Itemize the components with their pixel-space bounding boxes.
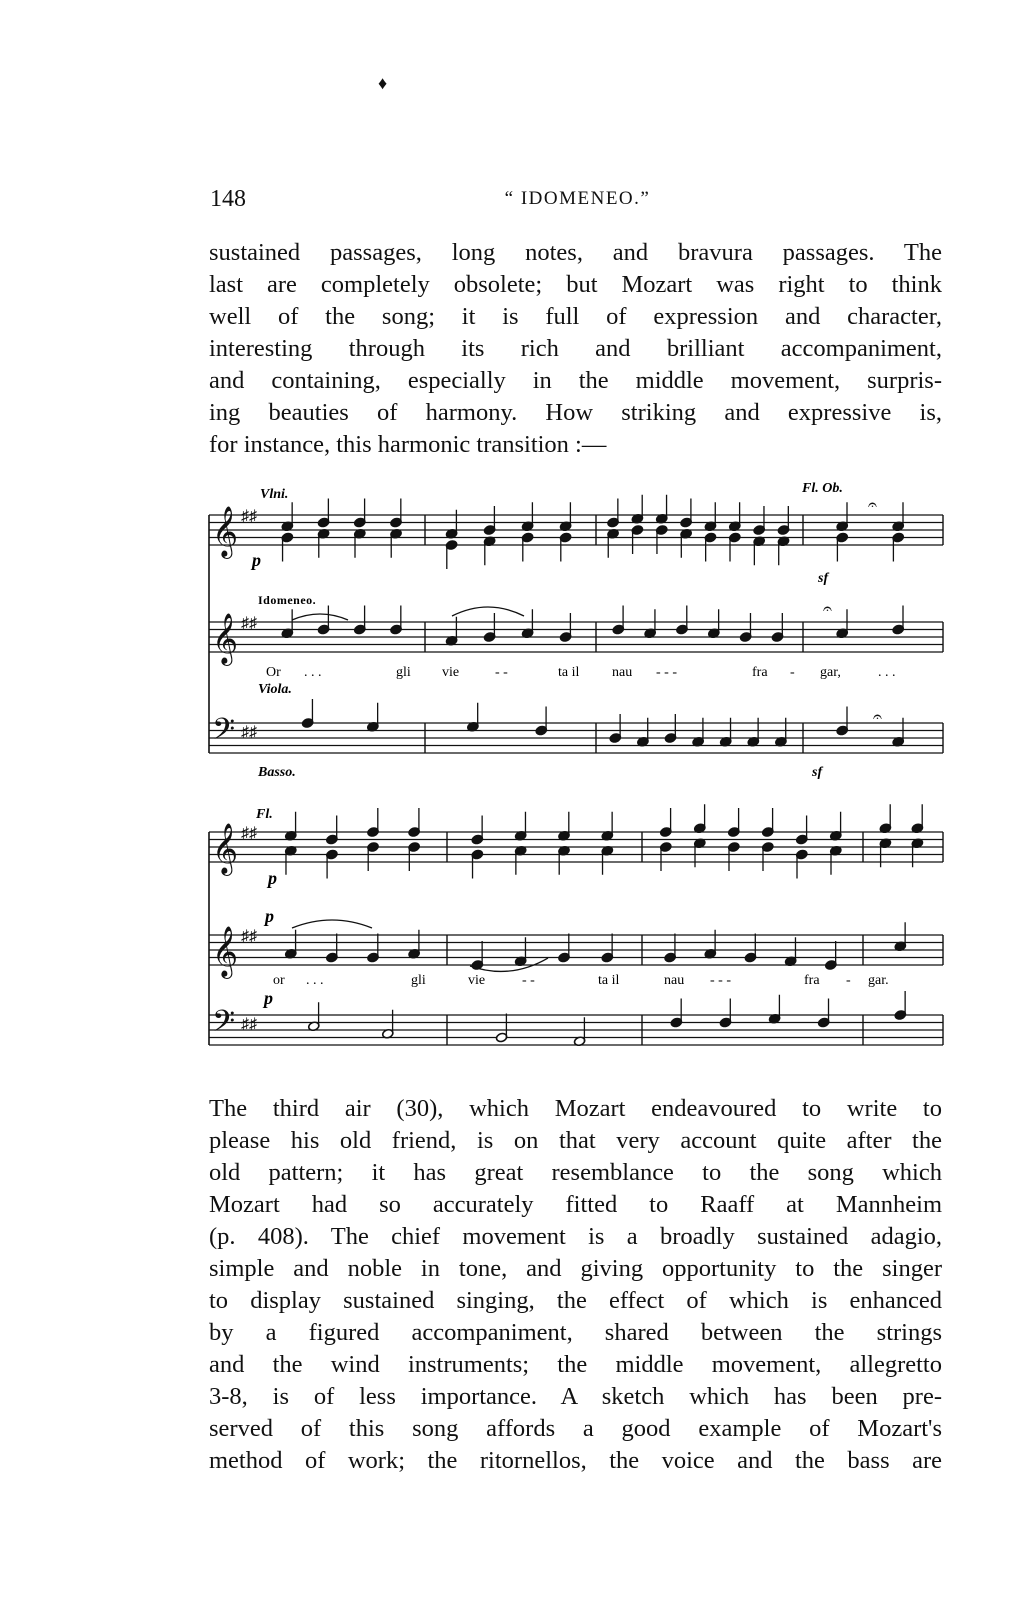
lyric: gar,: [820, 665, 841, 680]
text-line: interesting through its rich and brilliant accompaniment,: [209, 335, 942, 362]
lyric: Or: [266, 665, 281, 680]
lyric: nau: [612, 665, 633, 680]
key-signature-icon: ♯♯: [241, 1016, 257, 1033]
lyric: fra: [752, 665, 768, 680]
treble-clef-icon: 𝄞: [212, 507, 239, 556]
lyric: or: [273, 973, 285, 988]
key-signature-icon: ♯♯: [241, 615, 257, 632]
label-voice: Idomeneo.: [258, 593, 317, 607]
treble-clef-icon: 𝄞: [212, 824, 239, 873]
score-labels: [250, 481, 896, 1008]
lyric: ta il: [598, 973, 620, 988]
lyric: vie: [442, 665, 460, 680]
lyric: -: [846, 973, 851, 988]
fermata-icon: 𝄐: [873, 709, 882, 726]
text-line: 3-8, is of less importance. A sketch which has been pre-: [209, 1383, 942, 1410]
dynamic-p: p: [264, 988, 273, 1008]
fermata-icon: 𝄐: [823, 601, 832, 618]
label-bass: Basso.: [258, 765, 296, 780]
text-line: method of work; the ritornellos, the voice and the bass are: [209, 1447, 942, 1474]
page-header: [210, 186, 945, 216]
running-title: “ IDOMENEO.”: [504, 188, 651, 209]
text-line: Mozart had so accurately fitted to Raaff at Mannheim: [209, 1191, 942, 1218]
slur: [292, 920, 372, 928]
text-line: by a figured accompaniment, shared between the strings: [209, 1319, 942, 1346]
text-line: (p. 408). The chief movement is a broadly sustained adagio,: [209, 1223, 942, 1250]
dynamic-p: p: [252, 550, 261, 570]
dynamic-sf: sf: [812, 765, 823, 780]
paragraph-2: [209, 1093, 942, 1477]
treble-clef-icon: 𝄞: [212, 927, 239, 976]
dynamic-sf: sf: [818, 571, 829, 586]
key-signature-icon: ♯♯: [241, 724, 257, 741]
lyric: vie: [468, 973, 486, 988]
text-line: old pattern; it has great resemblance to the song which: [209, 1159, 942, 1186]
lyric: - - -: [656, 665, 677, 680]
lyric: - -: [522, 973, 535, 988]
text-line: sustained passages, long notes, and bravura passages. The: [209, 239, 942, 266]
label-viola: Viola.: [258, 682, 292, 697]
text-line: The third air (30), which Mozart endeavoured to write to: [209, 1095, 942, 1122]
dynamic-p: p: [268, 868, 277, 888]
text-line: simple and noble in tone, and giving opportunity to the singer: [209, 1255, 942, 1282]
key-signature-icon: ♯♯: [241, 508, 257, 525]
lyric: nau: [664, 973, 685, 988]
text-line: and containing, especially in the middle movement, surpris-: [209, 367, 942, 394]
lyric: - - -: [710, 973, 731, 988]
bass-clef-icon: 𝄢: [212, 713, 236, 753]
lyric: fra: [804, 973, 820, 988]
lyric: gli: [411, 973, 426, 988]
text-line: please his old friend, is on that very account quite after the: [209, 1127, 942, 1154]
label-flute: Fl.: [256, 807, 273, 822]
stray-ink-mark: ♦: [378, 73, 388, 93]
lyric: gar.: [868, 973, 889, 988]
lyric: . . .: [878, 665, 896, 680]
slur: [292, 614, 348, 620]
text-line: to display sustained singing, the effect of which is enhanced: [209, 1287, 942, 1314]
text-line: served of this song affords a good example of Mozart's: [209, 1415, 942, 1442]
page-number: 148: [210, 186, 246, 212]
lyric: gli: [396, 665, 411, 680]
lyric: . . .: [306, 973, 324, 988]
lyric: -: [790, 665, 795, 680]
text-line: well of the song; it is full of expression and character,: [209, 303, 942, 330]
lyric: - -: [495, 665, 508, 680]
dynamic-p: p: [265, 906, 274, 926]
text-line: for instance, this harmonic transition :—: [209, 431, 607, 458]
key-signature-icon: ♯♯: [241, 825, 257, 842]
label-violins: Vlni.: [260, 487, 289, 502]
lyric: ta il: [558, 665, 580, 680]
treble-clef-icon: 𝄞: [212, 614, 239, 663]
label-winds: Fl. Ob.: [802, 481, 843, 496]
text-line: and the wind instruments; the middle movement, allegretto: [209, 1351, 942, 1378]
key-signature-icon: ♯♯: [241, 928, 257, 945]
bass-clef-icon: 𝄢: [212, 1005, 236, 1045]
music-score: [0, 470, 1035, 1080]
paragraph-1: [209, 237, 942, 461]
fermata-icon: 𝄐: [868, 497, 877, 514]
lyric: . . .: [304, 665, 322, 680]
text-line: last are completely obsolete; but Mozart was right to think: [209, 271, 942, 298]
text-line: ing beauties of harmony. How striking and expressive is,: [209, 399, 942, 426]
slur: [452, 607, 524, 616]
